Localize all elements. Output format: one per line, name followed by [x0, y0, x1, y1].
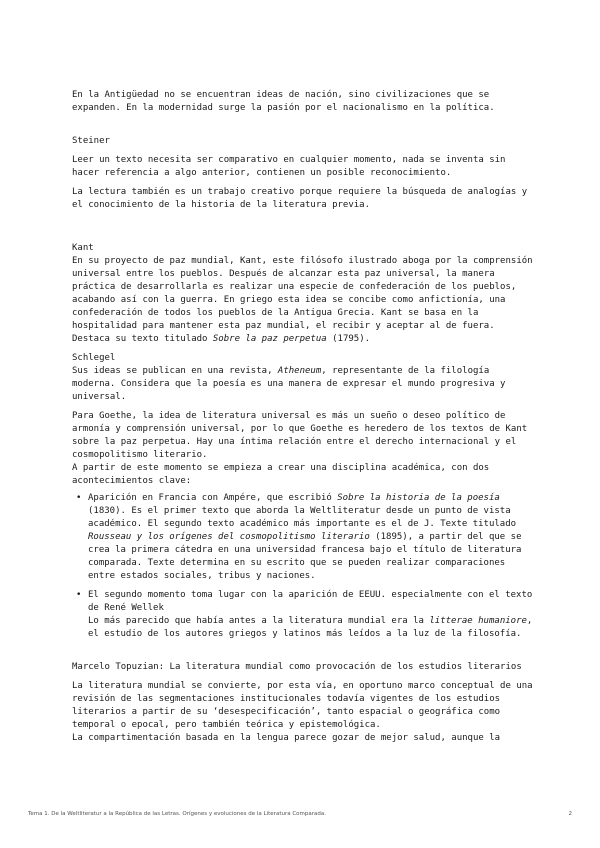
steiner-paragraph-2: La lectura también es un trabajo creativo porque requiere la búsqueda de analogías y el conocimiento de la historia de la literatura previa. [72, 187, 528, 210]
page-footer [28, 811, 572, 817]
kant-book-title: Sobre la paz perpetua [212, 334, 327, 344]
schlegel-paragraph-1: Sus ideas se publican en una revista, Atheneum, representante de la filología moderna. Considera que la poesía es una manera de expresar el mundo progresiva y universal. [72, 366, 506, 402]
topuzian-heading: Marcelo Topuzian: La literatura mundial como provocación de los estudios literarios [72, 662, 522, 672]
goethe-paragraph: Para Goethe, la idea de literatura universal es más un sueño o deseo político de armonía y comprensión universal, por lo que Goethe es heredero de los textos de Kant sobre la paz perpetua. Hay una íntima relación entre el derecho internacional y el cosmopolitismo literario. [72, 411, 528, 460]
bullet-icon: • [76, 493, 82, 503]
academic-paragraph: A partir de este momento se empieza a crear una disciplina académica, con dos acontecimientos clave: [72, 463, 490, 486]
bullet-icon: • [76, 590, 82, 600]
kant-heading: Kant [72, 243, 94, 253]
page-number: 2 [568, 811, 572, 817]
steiner-paragraph-1: Leer un texto necesita ser comparativo en cualquier momento, nada se inventa sin hacer referencia a algo anterior, contienen un posible reconocimiento. [72, 155, 506, 178]
journal-title: Atheneum [277, 366, 322, 376]
topuzian-paragraph-2: La compartimentación basada en la lengua parece gozar de mejor salud, aunque la [72, 733, 501, 743]
list-item: • Aparición en Francia con Ampére, que escribió Sobre la historia de la poesía (1830). Es el primer texto que aborda la Weltliteratur desde un punto de vista académico. El segundo texto académico más importante es el de J. Texte titulado Rousseau y los orígenes del cosmopolitismo literario (1895), a partir del que se crea la primera cátedra en una universidad francesa bajo el título de literatura comparada. Texte determina en su escrito que se pueden realizar comparaciones entre estados sociales, tribus y naciones. [76, 493, 522, 581]
topuzian-paragraph-1: La literatura mundial se convierte, por esta vía, en oportuno marco conceptual de una revisión de las segmentaciones institucionales todavía vigentes de los estudios literarios a partir de su ‘desespecificación’, tanto espacial o geográfica como temporal o epocal, pero también teórica y epistemológica. [72, 681, 533, 730]
document-body [72, 89, 534, 745]
footer-text: Tema 1. De la Weltliteratur a la República de las Letras. Orígenes y evoluciones de la Literatura Comparada. [28, 811, 327, 817]
kant-paragraph: En su proyecto de paz mundial, Kant, este filósofo ilustrado aboga por la comprensión universal entre los pueblos. Después de alcanzar esta paz universal, la manera práctica de desarrollarla es realizar una especie de confederación de los pueblos, acabando así con la guerra. En griego esta idea se concibe como anfictionía, una confederación de todos los pueblos de la Antigua Grecia. Kant se basa en la hospitalidad para mantener esta paz mundial, el recibir y aceptar al de fuera. Destaca su texto titulado Sobre la paz perpetua (1795). [72, 256, 533, 344]
intro-paragraph: En la Antigüedad no se encuentran ideas de nación, sino civilizaciones que se expanden. En la modernidad surge la pasión por el nacionalismo en la política. [72, 90, 495, 113]
schlegel-heading: Schlegel [72, 353, 116, 363]
steiner-heading: Steiner [72, 136, 110, 146]
list-item: • El segundo momento toma lugar con la aparición de EEUU. especialmente con el texto de René Wellek Lo más parecido que había antes a la literatura mundial era la litterae humaniore, el estudio de los autores griegos y latinos más leídos a la luz de la filosofía. [76, 590, 533, 639]
events-list [72, 492, 534, 641]
